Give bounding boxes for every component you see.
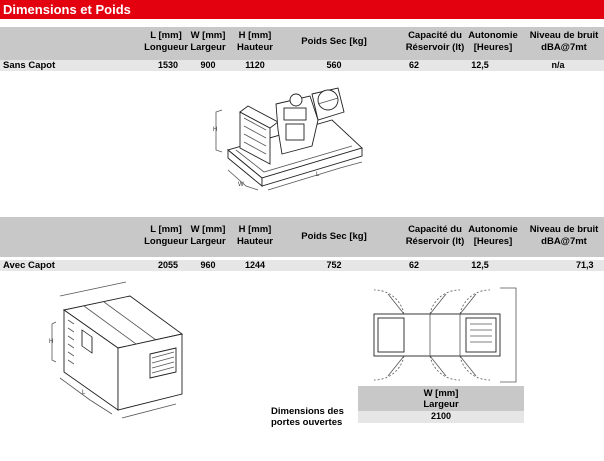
row-label-sans-capot: Sans Capot (3, 60, 56, 71)
col-header-length: L [mm] Longueur (144, 30, 188, 53)
value-noise-2: 71,3 (576, 260, 594, 270)
value-width: 900 (200, 60, 216, 70)
value-length-2: 2055 (157, 260, 179, 270)
value-autonomy: 12,5 (471, 60, 489, 70)
dim-label-h: H (213, 127, 218, 133)
doors-header-label: W [mm] Largeur (423, 388, 459, 410)
col-header-height: H [mm] Hauteur (237, 30, 273, 53)
dim-label-l: L (316, 172, 320, 178)
page-title: Dimensions et Poids (3, 2, 131, 17)
value-width-2: 960 (200, 260, 216, 270)
col-header-autonomy-2: Autonomie [Heures] (468, 224, 518, 247)
col-header-tank-2: Capacité du Réservoir (lt) (405, 224, 465, 247)
col-header-noise-2: Niveau de bruit dBA@7mt (529, 224, 599, 247)
col-header-weight-2: Poids Sec [kg] (301, 231, 367, 242)
row-label-avec-capot: Avec Capot (3, 260, 55, 271)
value-tank: 62 (408, 60, 419, 70)
value-noise: n/a (551, 60, 565, 70)
col-header-tank: Capacité du Réservoir (lt) (405, 30, 465, 53)
dim-label-h-2: H (49, 339, 54, 345)
value-autonomy-2: 12,5 (471, 260, 489, 270)
dim-label-l-2: L (82, 390, 86, 396)
col-header-height-2: H [mm] Hauteur (237, 224, 273, 247)
value-length: 1530 (157, 60, 179, 70)
value-weight-2: 752 (326, 260, 342, 270)
col-header-autonomy: Autonomie [Heures] (468, 30, 518, 53)
value-tank-2: 62 (408, 260, 419, 270)
col-header-width: W [mm] Largeur (190, 30, 226, 53)
value-height: 1120 (245, 60, 265, 70)
col-header-length-2: L [mm] Longueur (144, 224, 188, 247)
col-header-noise: Niveau de bruit dBA@7mt (529, 30, 599, 53)
col-header-width-2: W [mm] Largeur (190, 224, 226, 247)
value-weight: 560 (326, 60, 342, 70)
dim-label-w: W (238, 182, 244, 188)
value-height-2: 1244 (244, 260, 266, 270)
col-header-weight: Poids Sec [kg] (301, 36, 367, 47)
doors-width-value: 2100 (430, 411, 452, 421)
doors-caption: Dimensions des portes ouvertes (271, 406, 344, 428)
